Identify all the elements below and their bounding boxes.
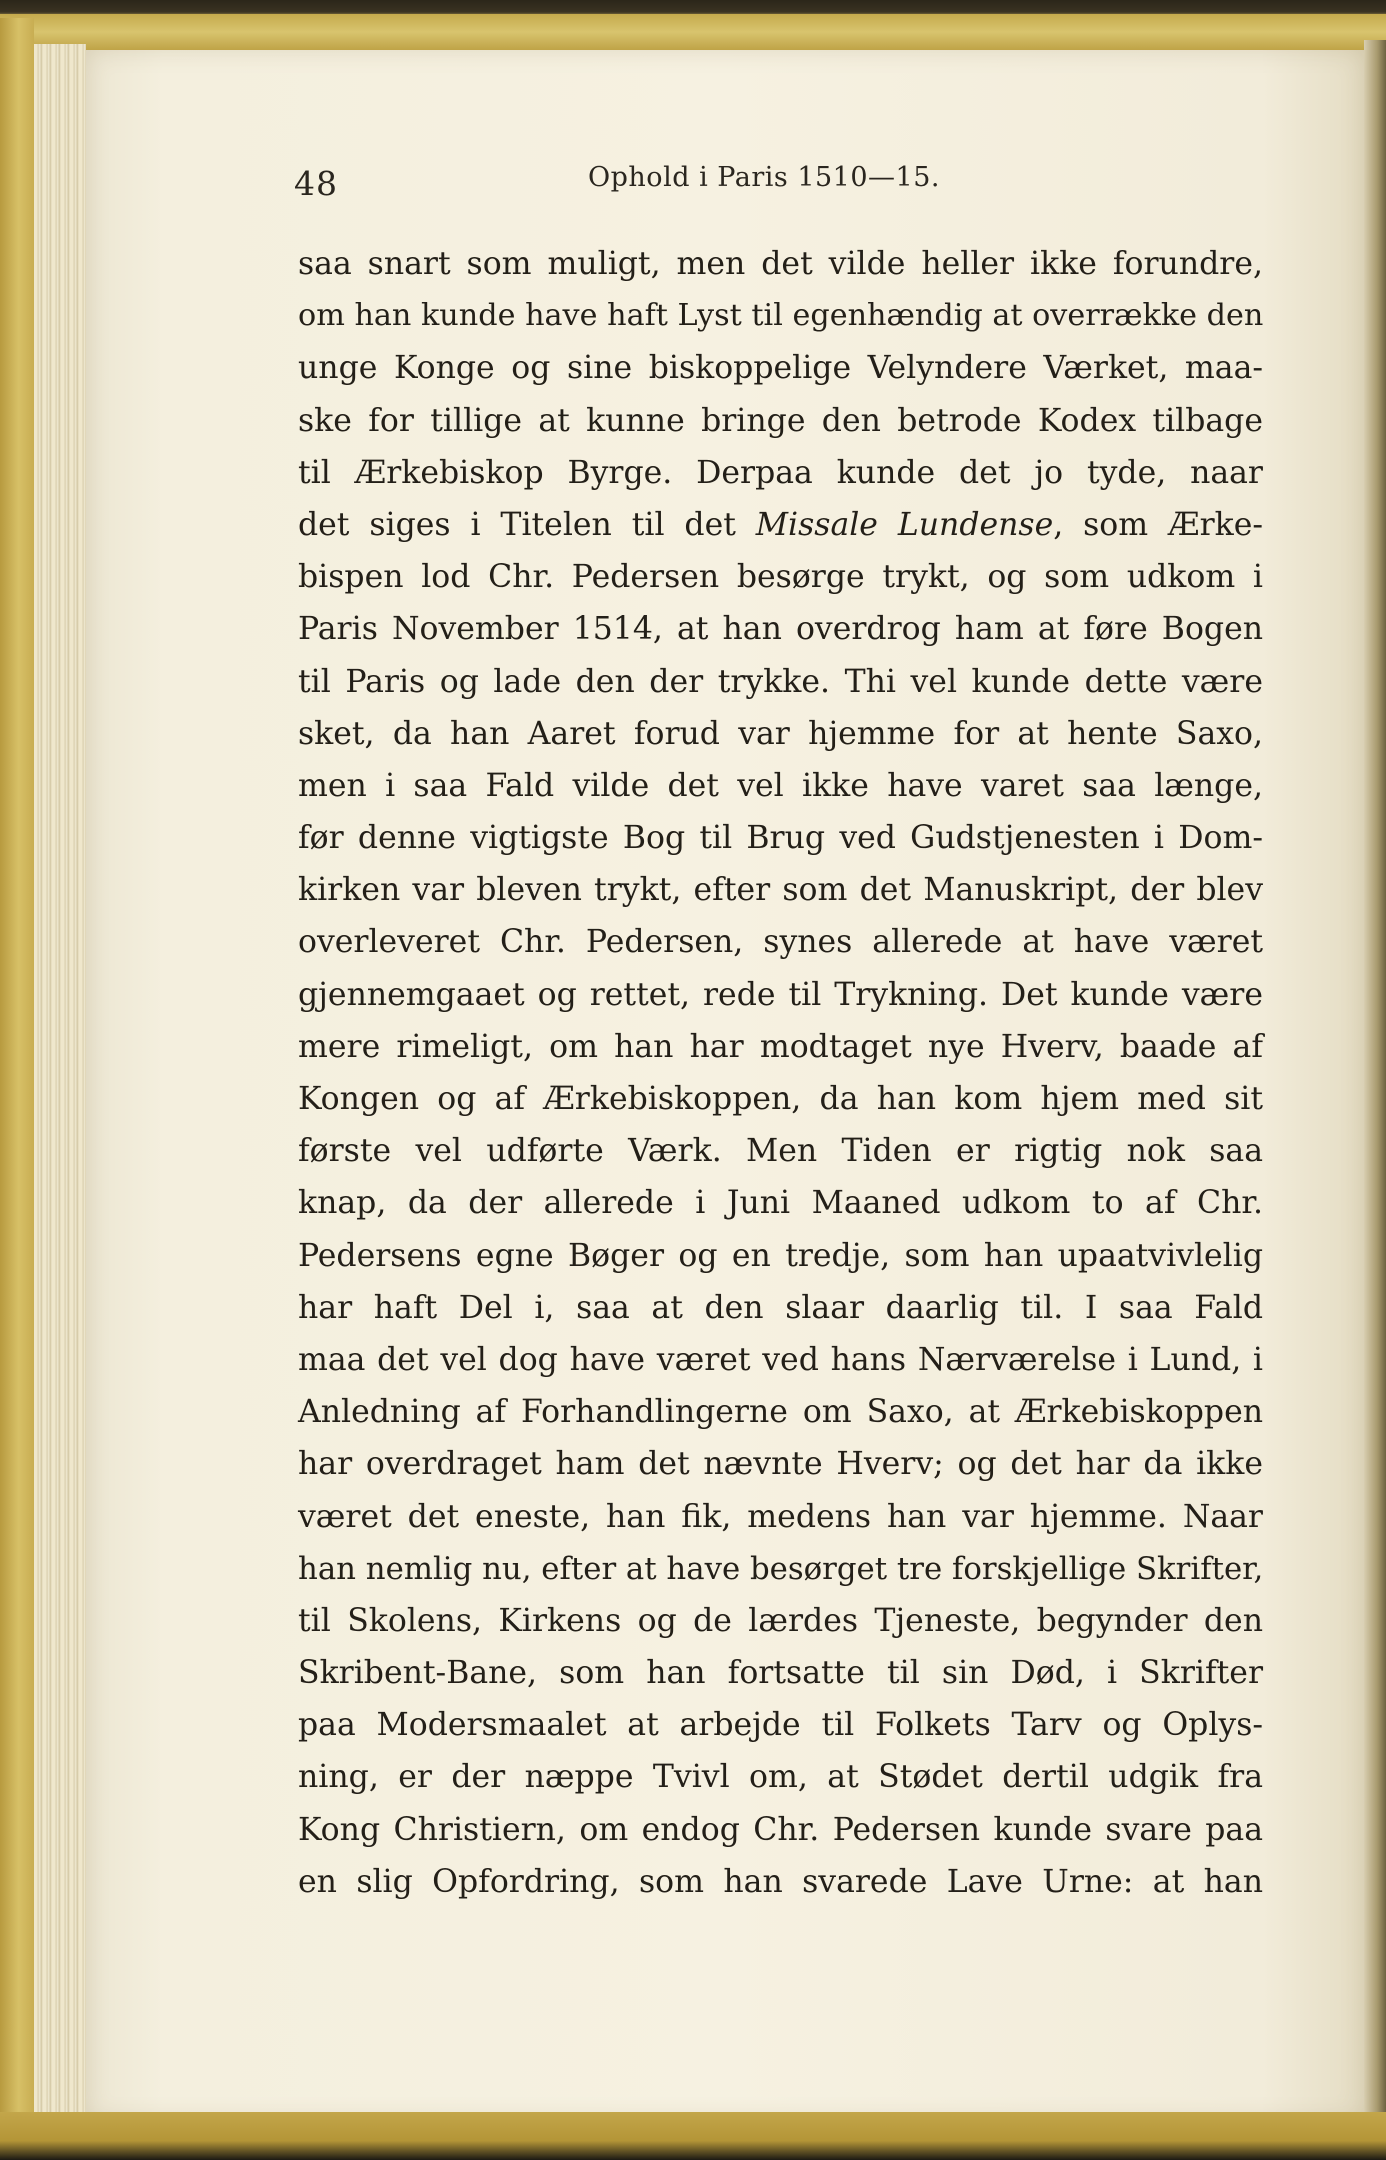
text-line: om han kunde have haft Lyst til egenhændig at overrække den [298, 298, 1264, 334]
text-line: paa Modersmaalet at arbejde til Folkets Tarv og Oplys- [298, 1707, 1263, 1744]
text-line: bispen lod Chr. Pedersen besørge trykt, og som udkom i [298, 559, 1263, 596]
text-line: før denne vigtigste Bog til Brug ved Gudstjenesten i Dom- [298, 820, 1263, 857]
body-text [298, 238, 1263, 1908]
text-line: været det eneste, han fik, medens han var hjemme. Naar [298, 1498, 1263, 1535]
text-line: ske for tillige at kunne bringe den betrode Kodex tilbage [298, 402, 1263, 439]
text-line: knap, da der allerede i Juni Maaned udkom to af Chr. [298, 1185, 1263, 1222]
text-line: til Paris og lade den der trykke. Thi vel kunde dette være [298, 663, 1263, 700]
book-title-missale-lundense: Missale Lundense [755, 506, 1054, 543]
cover-edge-bottom [0, 2112, 1386, 2160]
text-line: unge Konge og sine biskoppelige Velyndere Værket, maa- [298, 350, 1263, 387]
text-line: til Ærkebiskop Byrge. Derpaa kunde det jo tyde, naar [298, 454, 1263, 491]
text-line: en slig Opfordring, som han svarede Lave Urne: at han [298, 1863, 1263, 1900]
text-line: Paris November 1514, at han overdrog ham at føre Bogen [298, 611, 1263, 648]
text-line: kirken var bleven trykt, efter som det Manuskript, der blev [298, 872, 1263, 909]
text-line: ning, er der næppe Tvivl om, at Stødet dertil udgik fra [298, 1759, 1263, 1796]
line-before-title: det siges i Titelen til det [298, 506, 756, 543]
text-line: men i saa Fald vilde det vel ikke have varet saa længe, [298, 767, 1263, 804]
cover-edge-top [0, 14, 1386, 50]
gutter-shadow [1364, 40, 1386, 2130]
text-line: sket, da han Aaret forud var hjemme for at hente Saxo, [298, 715, 1263, 752]
text-line: har haft Del i, saa at den slaar daarlig til. I saa Fald [298, 1289, 1263, 1326]
running-title: Ophold i Paris 1510—15. [588, 162, 940, 193]
text-line-with-title [298, 499, 1263, 551]
text-line: overleveret Chr. Pedersen, synes allerede at have været [298, 924, 1263, 961]
text-line: Kong Christiern, om endog Chr. Pedersen kunde svare paa [298, 1811, 1263, 1848]
text-line: har overdraget ham det nævnte Hverv; og det har da ikke [298, 1446, 1263, 1483]
text-line: Anledning af Forhandlingerne om Saxo, at Ærkebiskoppen [298, 1394, 1263, 1431]
text-line: han nemlig nu, efter at have besørget tre forskjellige Skrifter, [298, 1550, 1264, 1587]
cover-edge-left [0, 18, 34, 2148]
text-line: Kongen og af Ærkebiskoppen, da han kom hjem med sit [298, 1081, 1263, 1117]
line-after-title: , som Ærke- [1053, 506, 1263, 543]
text-line: saa snart som muligt, men det vilde heller ikke forundre, [298, 246, 1263, 282]
page-stack-edge [34, 44, 86, 2124]
text-line: mere rimeligt, om han har modtaget nye Hverv, baade af [298, 1028, 1263, 1065]
page-number: 48 [294, 164, 338, 203]
text-line: til Skolens, Kirkens og de lærdes Tjeneste, begynder den [298, 1602, 1263, 1639]
text-line: første vel udførte Værk. Men Tiden er rigtig nok saa [298, 1133, 1263, 1170]
text-line: Pedersens egne Bøger og en tredje, som han upaatvivlelig [298, 1237, 1263, 1274]
running-head [0, 112, 1386, 203]
text-line: Skribent-Bane, som han fortsatte til sin Død, i Skrifter [298, 1655, 1263, 1692]
text-line: gjennemgaaet og rettet, rede til Trykning. Det kunde være [298, 976, 1263, 1013]
text-line: maa det vel dog have været ved hans Nærværelse i Lund, i [298, 1341, 1263, 1378]
